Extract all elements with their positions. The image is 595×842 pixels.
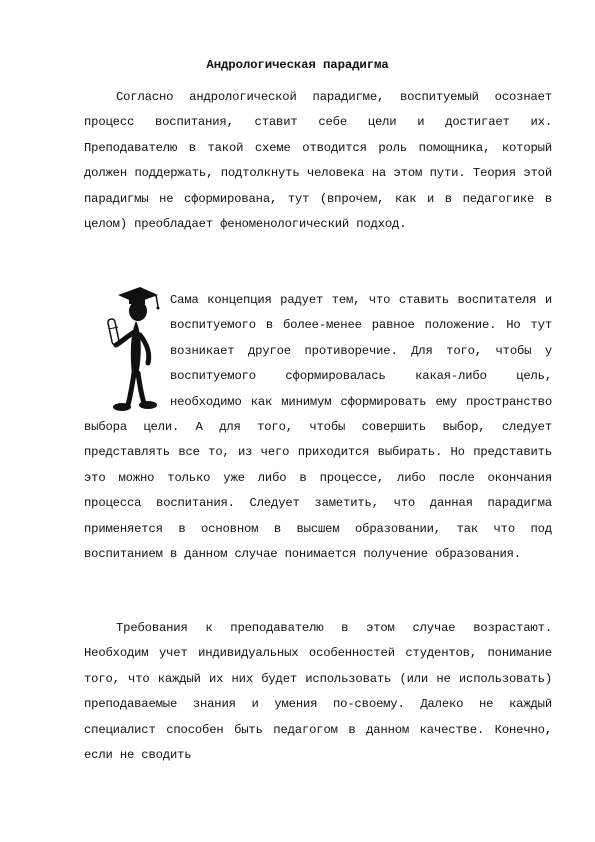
paragraph-1: Согласно андрологической парадигме, воспитуемый осознает процесс воспитания, ставит себе цели и достигает их. Преподавателю в такой схеме отводится роль помощника, который должен поддержать, подтолкнуть человека на этом пути. Теория этой парадигмы не сформирована, тут (впрочем, как и в педагогике в целом) преобладает феноменологический подход. xyxy=(84,90,552,232)
page-title: Андрологическая парадигма xyxy=(206,58,389,72)
paragraph-2: Сама концепция радует тем, что ставить воспитателя и воспитуемого в более-менее равное положение. Но тут возникает другое противоречие. Для того, чтобы у воспитуемого сформировалась какая-либо цель, необходимо как минимум сформировать ему пространство выбора цели. А для того, чтобы совершить выбор, следует представлять все то, из чего приходится выбирать. Но представить это можно только уже либо в процессе, либо после окончания процесса воспитания. Следует заметить, что данная парадигма применяется в основном в высшем образовании, так что под воспитанием в данном случае понимается получение образования. xyxy=(84,293,552,562)
paragraph-3: Требования к преподавателю в этом случае возрастают. Необходим учет индивидуальных особенностей студентов, понимание того, что каждый их них будет использовать (или не использовать) преподаваемые знания и умения по-своему. Далеко не каждый специалист способен быть педагогом в данном качестве. Конечно, если не сводить xyxy=(84,621,552,763)
graduate-stick-figure-icon xyxy=(96,283,166,415)
